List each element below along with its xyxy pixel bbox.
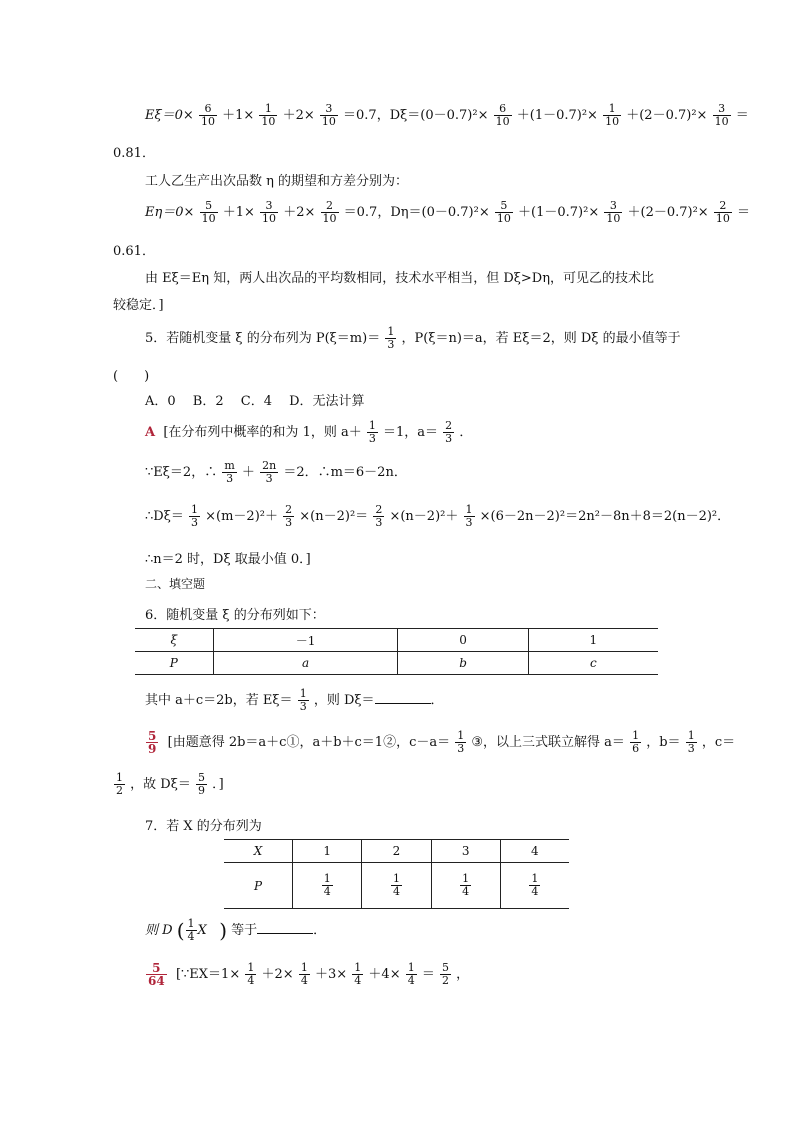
table-cell: 4 (500, 840, 569, 863)
answer-6-line2: $\frac{1}{2}$ ，故 Dξ＝ $\frac{5}{9}$ ．] (116, 771, 224, 797)
question-6: 6．随机变量 ξ 的分布列如下： (145, 608, 325, 623)
table-cell: P (224, 863, 293, 909)
formula-e-xi: Eξ＝0× $\frac{6}{10}$ ＋1× $\frac{1}{10}$ ＋2× $\frac{3}{10}$ ＝0.7，Dξ＝(0－0.7)²× $\frac{6}{10}$ ＋(1－0.7)²× $\frac{1}{10}$ ＋(2－0.7)²× $\frac{3}{10}$ ＝ (145, 102, 749, 128)
formula-e-eta: Eη＝0× $\frac{5}{10}$ ＋1× $\frac{3}{10}$ ＋2× $\frac{2}{10}$ ＝0.7，Dη＝(0－0.7)²× $\frac{5}{10}$ ＋(1－0.7)²× $\frac{3}{10}$ ＋(2－0.7)²× $\frac{2}{10}$ ＝ (145, 199, 750, 225)
answer-blank (375, 691, 431, 704)
table-cell: 1 (528, 629, 658, 652)
distribution-table-6 (135, 628, 658, 675)
table-cell: 1 (293, 840, 362, 863)
table-cell: X (224, 840, 293, 863)
table-cell: 0 (398, 629, 528, 652)
answer-letter: A (145, 425, 156, 440)
table-cell: $\frac{1}{4}$ (431, 863, 500, 909)
text-line: 工人乙生产出次品数 η 的期望和方差分别为： (145, 174, 409, 189)
table-cell: c (528, 652, 658, 675)
table-row (224, 863, 569, 909)
distribution-table-7 (224, 839, 569, 909)
text-line: 0.61． (113, 244, 155, 259)
table-cell: 3 (431, 840, 500, 863)
table-cell: 2 (362, 840, 431, 863)
answer-5-line4: ∴n＝2 时，Dξ 取最小值 0．] (145, 552, 311, 567)
text-line: 较稳定．] (113, 298, 164, 313)
table-cell: P (135, 652, 213, 675)
answer-6: $\frac{5}{9}$ [由题意得 2b＝a＋c①，a＋b＋c＝1②，c－a＝ $\frac{1}{3}$ ③，以上三式联立解得 a＝ $\frac{1}{6}$ ，b＝ $\frac{1}{3}$ ，c＝ (148, 729, 736, 756)
answer-value: $\frac{5}{64}$ (148, 961, 165, 988)
table-cell: $\frac{1}{4}$ (500, 863, 569, 909)
table-cell: a (213, 652, 398, 675)
text-line: 0.81． (113, 146, 155, 161)
answer-7: $\frac{5}{64}$ [∵EX＝1× $\frac{1}{4}$ ＋2× $\frac{1}{4}$ ＋3× $\frac{1}{4}$ ＋4× $\frac{1}{4}$ ＝ $\frac{5}{2}$ ， (148, 961, 470, 988)
text-line: 由 Eξ＝Eη 知，两人出次品的平均数相同，技术水平相当，但 Dξ>Dη，可见乙的技术比 (145, 271, 655, 286)
section-heading: 二、填空题 (145, 577, 206, 591)
answer-5-line3: ∴Dξ＝ $\frac{1}{3}$ ×(m－2)²＋ $\frac{2}{3}$ ×(n－2)²＝ $\frac{2}{3}$ ×(n－2)²＋ $\frac{1}{3}$ ×(6－2n－2)²＝2n²－8n＋8＝2(n－2)²． (145, 503, 731, 529)
question-6-condition: 其中 a＋c＝2b，若 Eξ＝ $\frac{1}{3}$ ，则 Dξ＝ ． (145, 687, 444, 713)
question-7: 7．若 X 的分布列为 (145, 819, 262, 834)
answer-5-line2: ∵Eξ＝2，∴ $\frac{m}{3}$ ＋ $\frac{2n}{3}$ ＝2．∴m＝6－2n． (145, 459, 407, 485)
table-row (224, 840, 569, 863)
answer-5: A [在分布列中概率的和为 1，则 a＋ $\frac{1}{3}$ ＝1，a＝ $\frac{2}{3}$ ． (145, 419, 473, 445)
question-5: 5．若随机变量 ξ 的分布列为 P(ξ＝m)＝ $\frac{1}{3}$ ，P(ξ＝n)＝a，若 Eξ＝2，则 Dξ 的最小值等于 (145, 325, 681, 351)
table-cell: $\frac{1}{4}$ (293, 863, 362, 909)
table-row (135, 652, 658, 675)
table-cell: b (398, 652, 528, 675)
table-cell: －1 (213, 629, 398, 652)
table-cell: ξ (135, 629, 213, 652)
question-7-ask: 则 D ( $\frac{1}{4}$ X ) 等于 ． (145, 917, 327, 943)
question-5-options: A．0 B．2 C．4 D．无法计算 (145, 394, 365, 409)
table-cell: $\frac{1}{4}$ (362, 863, 431, 909)
answer-value: $\frac{5}{9}$ (148, 729, 157, 756)
table-row (135, 629, 658, 652)
question-5-paren: ( ) (113, 369, 150, 384)
answer-blank (257, 921, 313, 934)
